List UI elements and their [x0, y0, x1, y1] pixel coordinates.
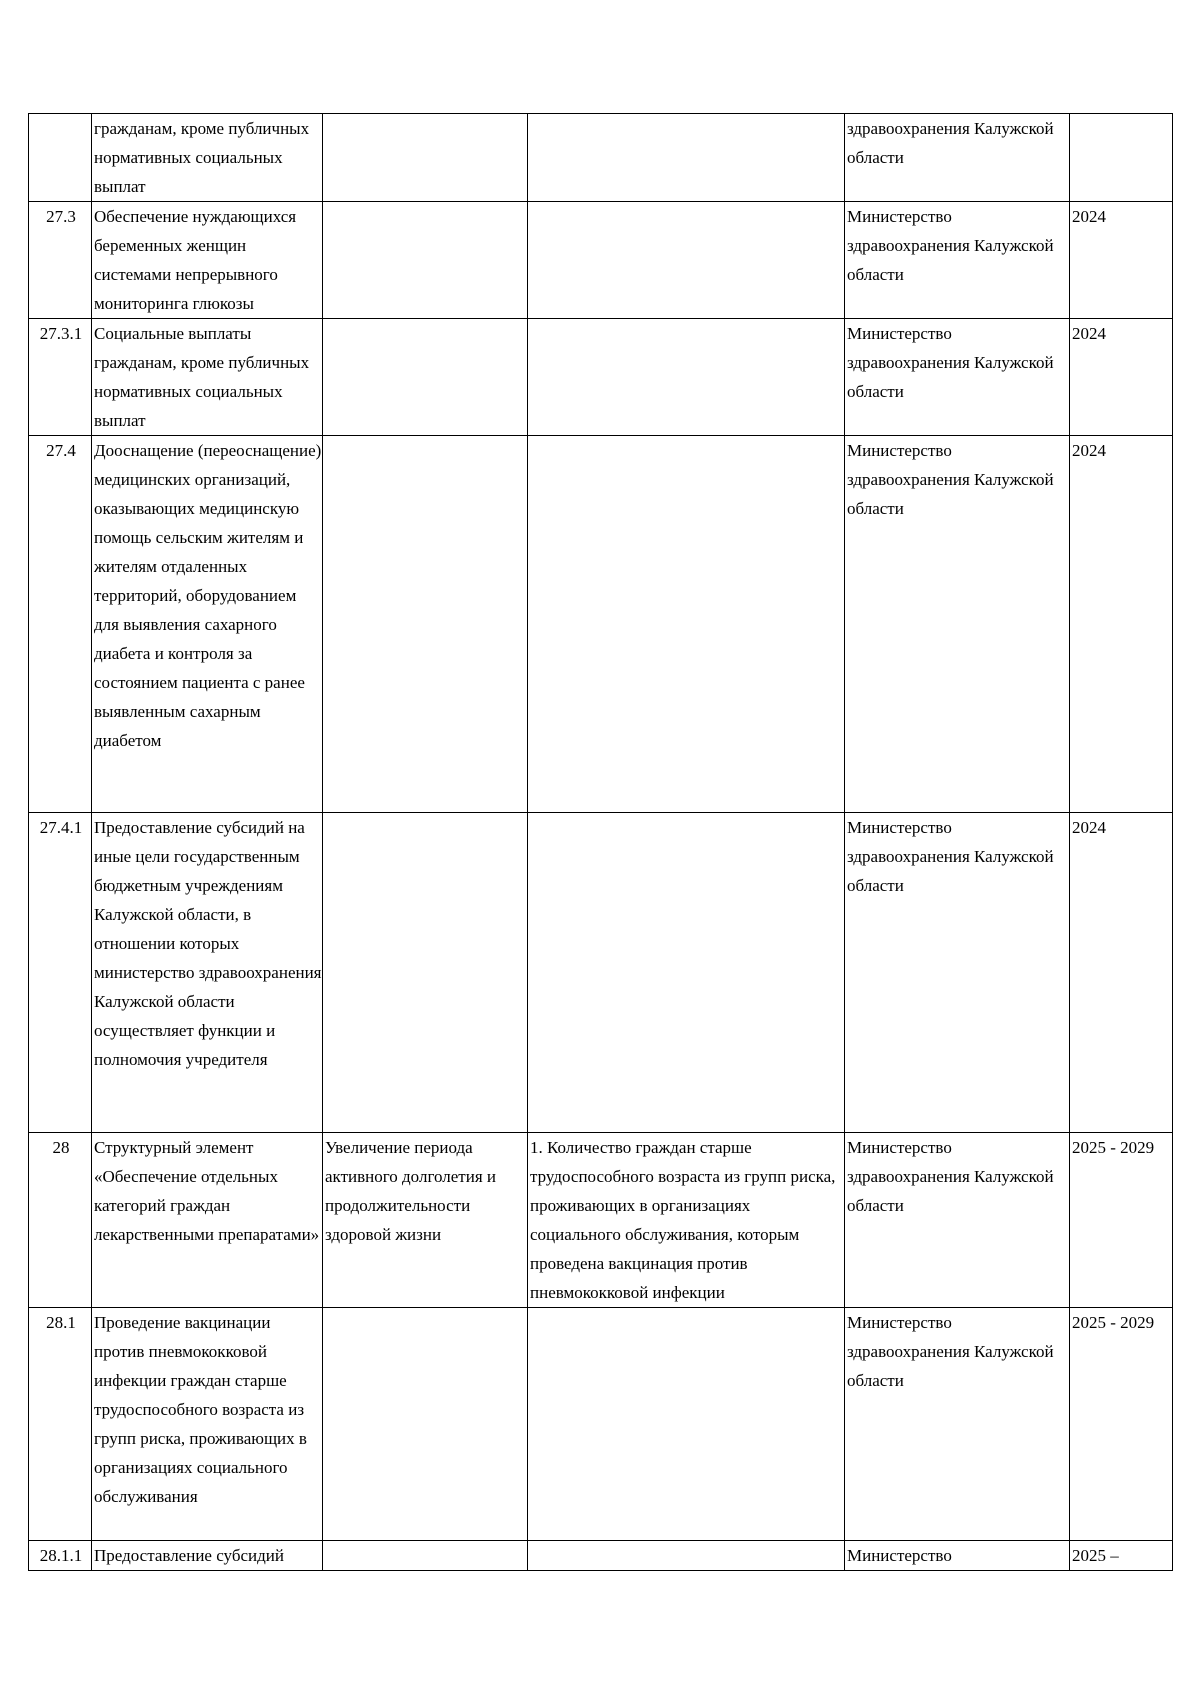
table-row [29, 114, 1173, 202]
row-number: 28 [29, 1133, 92, 1308]
row-number: 28.1.1 [29, 1541, 92, 1571]
measures-table [28, 113, 1173, 1571]
measure-indicator [528, 813, 845, 1133]
measure-period: 2024 [1070, 813, 1173, 1133]
measure-name: Структурный элемент «Обеспечение отдельных категорий граждан лекарственными препаратами» [92, 1133, 323, 1308]
measure-period: 2025 - 2029 [1070, 1308, 1173, 1541]
measure-executor: Министерство здравоохранения Калужской области [845, 1133, 1070, 1308]
measure-executor: Министерство здравоохранения Калужской области [845, 1308, 1070, 1541]
row-number: 27.4 [29, 436, 92, 813]
measure-period [1070, 114, 1173, 202]
measure-executor: Министерство здравоохранения Калужской области [845, 436, 1070, 813]
measure-indicator [528, 436, 845, 813]
row-number: 27.3.1 [29, 319, 92, 436]
measure-name: Предоставление субсидий на иные цели государственным бюджетным учреждениям Калужской области, в отношении которых министерство здравоохранения Калужской области осуществляет функции и полномочия учредителя [92, 813, 323, 1133]
measure-goal [323, 202, 528, 319]
table-row [29, 1308, 1173, 1541]
measure-name: Дооснащение (переоснащение) медицинских организаций, оказывающих медицинскую помощь сельским жителям и жителям отдаленных территорий, оборудованием для выявления сахарного диабета и контроля за состоянием пациента с ранее выявленным сахарным диабетом [92, 436, 323, 813]
measure-goal [323, 1308, 528, 1541]
measure-goal [323, 436, 528, 813]
measure-executor: Министерство [845, 1541, 1070, 1571]
table-row [29, 202, 1173, 319]
measure-goal [323, 114, 528, 202]
measure-name: гражданам, кроме публичных нормативных социальных выплат [92, 114, 323, 202]
measure-indicator [528, 1308, 845, 1541]
measure-indicator [528, 202, 845, 319]
measure-executor: Министерство здравоохранения Калужской области [845, 813, 1070, 1133]
row-number: 27.3 [29, 202, 92, 319]
measure-indicator [528, 1541, 845, 1571]
measure-name: Социальные выплаты гражданам, кроме публичных нормативных социальных выплат [92, 319, 323, 436]
table-row [29, 319, 1173, 436]
measure-period: 2025 – [1070, 1541, 1173, 1571]
measure-executor: Министерство здравоохранения Калужской области [845, 319, 1070, 436]
measure-executor: здравоохранения Калужской области [845, 114, 1070, 202]
measure-goal [323, 813, 528, 1133]
measure-period: 2024 [1070, 202, 1173, 319]
measure-name: Предоставление субсидий [92, 1541, 323, 1571]
measure-goal: Увеличение периода активного долголетия и продолжительности здоровой жизни [323, 1133, 528, 1308]
measure-name: Обеспечение нуждающихся беременных женщин системами непрерывного мониторинга глюкозы [92, 202, 323, 319]
row-number: 27.4.1 [29, 813, 92, 1133]
table-row [29, 1133, 1173, 1308]
measure-name: Проведение вакцинации против пневмококковой инфекции граждан старше трудоспособного возраста из групп риска, проживающих в организациях социального обслуживания [92, 1308, 323, 1541]
row-number [29, 114, 92, 202]
measure-period: 2024 [1070, 436, 1173, 813]
measure-goal [323, 319, 528, 436]
measure-period: 2025 - 2029 [1070, 1133, 1173, 1308]
measure-period: 2024 [1070, 319, 1173, 436]
table-row [29, 436, 1173, 813]
table-row [29, 1541, 1173, 1571]
measure-indicator [528, 114, 845, 202]
measure-indicator [528, 319, 845, 436]
row-number: 28.1 [29, 1308, 92, 1541]
measure-goal [323, 1541, 528, 1571]
measure-executor: Министерство здравоохранения Калужской области [845, 202, 1070, 319]
table-row [29, 813, 1173, 1133]
measure-indicator: 1. Количество граждан старше трудоспособного возраста из групп риска, проживающих в организациях социального обслуживания, которым проведена вакцинация против пневмококковой инфекции [528, 1133, 845, 1308]
